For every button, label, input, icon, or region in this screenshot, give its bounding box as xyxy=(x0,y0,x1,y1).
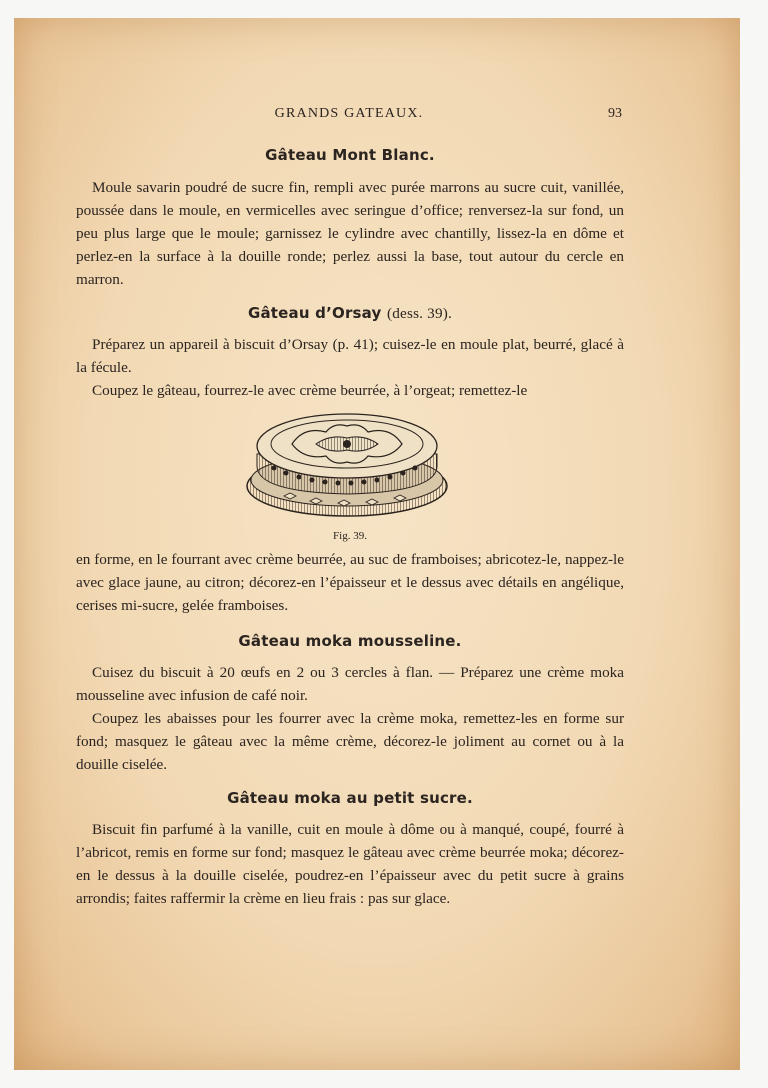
paragraph: Moule savarin poudré de sucre fin, rempli avec purée marrons au sucre cuit, vanillée, poussée dans le moule, en vermicelles avec seringue d’office; renversez-la sur fond, un peu plus large que le moule; garnissez le cylindre avec chantilly, lissez-la en dôme et perlez-en la surface à la douille ronde; perlez aussi la base, tout autour du cercle en marron. xyxy=(76,179,624,288)
section-title-mont-blanc: Gâteau Mont Blanc. xyxy=(265,146,435,164)
section-body-mont-blanc xyxy=(76,176,624,291)
section-body-moka-petit-sucre xyxy=(76,818,624,910)
paragraph: Préparez un appareil à biscuit d’Orsay (p. 41); cuisez-le en moule plat, beurré, glacé à la fécule. xyxy=(76,336,624,376)
paragraph: Biscuit fin parfumé à la vanille, cuit en moule à dôme ou à manqué, coupé, fourré à l’abricot, remis en forme sur fond; masquez le gâteau avec crème beurrée moka; décorez-en le dessus à la douille ciselée, poudrez-en l’épaisseur avec du petit sucre à grains arrondis; faites raffermir la crème en lieu frais : pas sur glace. xyxy=(76,821,624,907)
page-number: 93 xyxy=(608,106,622,121)
section-body-orsay-part1 xyxy=(76,333,624,402)
paragraph: Coupez le gâteau, fourrez-le avec crème beurrée, à l’orgeat; remettez-le xyxy=(92,382,528,399)
paragraph: en forme, en le fourrant avec crème beurrée, au suc de framboises; abricotez-le, nappez-le avec glace jaune, au citron; décorez-en l’épaisseur et le dessus avec détails en angélique, cerises mi-sucre, gelée framboises. xyxy=(76,551,624,614)
figure-caption: Fig. 39. xyxy=(333,530,367,542)
paragraph: Cuisez du biscuit à 20 œufs en 2 ou 3 cercles à flan. — Préparez une crème moka mousseline avec infusion de café noir. xyxy=(76,664,624,704)
section-body-orsay-part2 xyxy=(76,548,624,617)
cake-illustration xyxy=(244,404,450,522)
page-header xyxy=(76,106,622,126)
section-title-moka-petit-sucre: Gâteau moka au petit sucre. xyxy=(227,789,473,807)
section-title-text: Gâteau d’Orsay xyxy=(247,304,382,322)
running-title: GRANDS GATEAUX. xyxy=(274,106,424,121)
section-body-moka-mousseline xyxy=(76,661,624,776)
section-title-note: (dess. 39). xyxy=(386,305,453,322)
section-title-moka-mousseline: Gâteau moka mousseline. xyxy=(238,632,462,650)
section-title-orsay xyxy=(76,304,624,323)
paragraph: Coupez les abaisses pour les fourrer avec la crème moka, remettez-les en forme sur fond; masquez le gâteau avec la même crème, décorez-le joliment au cornet ou à la douille ciselée. xyxy=(76,710,624,773)
